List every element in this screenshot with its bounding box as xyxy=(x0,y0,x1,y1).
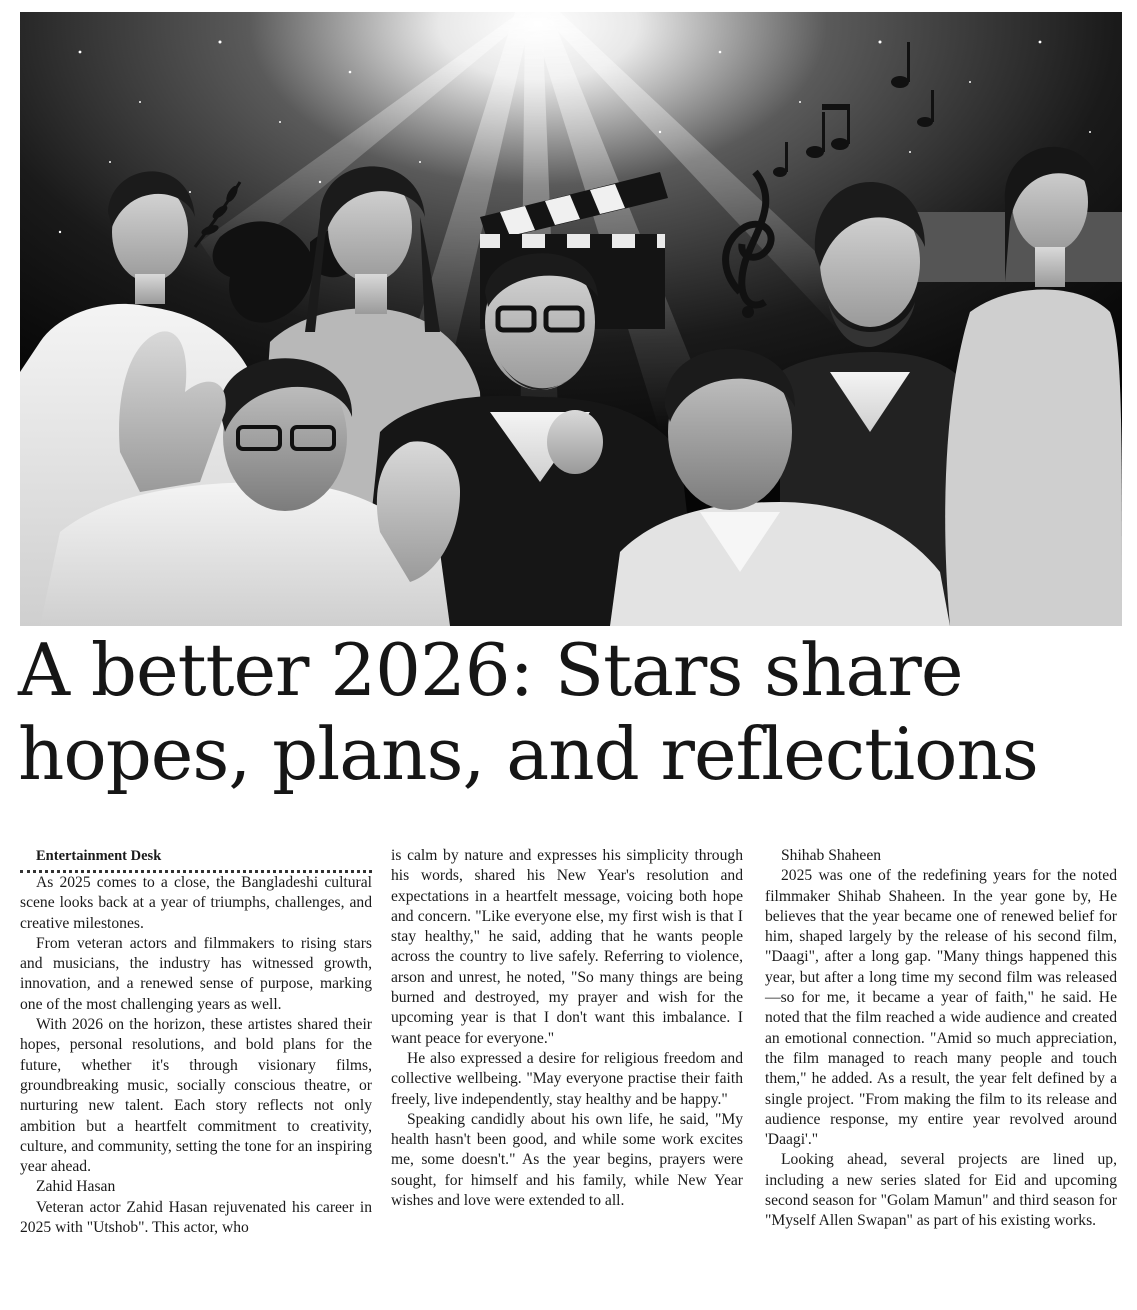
article-column-1 xyxy=(20,846,372,1238)
headline-line-1: A better 2026: Stars share xyxy=(18,628,963,712)
paragraph: As 2025 comes to a close, the Bangladeshi cultural scene looks back at a year of triumphs, challenges, and creative milestones. xyxy=(20,874,372,932)
byline: Entertainment Desk xyxy=(20,846,372,873)
paragraph: Looking ahead, several projects are lined up, including a new series slated for Eid and upcoming second season for "Golam Mamun" and third season for "Myself Allen Swapan" as part of his existing works. xyxy=(765,1151,1117,1230)
paragraph: Speaking candidly about his own life, he said, "My health hasn't been good, and while some work excites me, some doesn't." As the year begins, prayers were sought, for himself and his family, while New Year wishes and love were extended to all. xyxy=(391,1110,743,1210)
collage-svg xyxy=(20,12,1122,626)
paragraph: 2025 was one of the redefining years for the noted filmmaker Shihab Shaheen. In the year gone by, He believes that the year became one of renewed belief for him, shaped largely by the release of his second film, "Daagi", after a long gap. "Many things happened this year, but after a long time my second film was released—so for me, it became a year of faith," he said. He noted that the film reached a wide audience and created an emotional connection. "Amid so much appreciation, the film managed to reach many people and touch them," he added. As a result, the year felt defined by a single project. "From making the film to its release and audience response, my entire year revolved around 'Daagi'." xyxy=(765,867,1117,1149)
subhead-shihab-shaheen: Shihab Shaheen xyxy=(781,847,882,864)
article-column-3 xyxy=(765,846,1117,1232)
headline-line-2: hopes, plans, and reflections xyxy=(18,712,1038,796)
paragraph: With 2026 on the horizon, these artistes shared their hopes, personal resolutions, and bold plans for the future, whether it's through visionary films, groundbreaking music, socially conscious theatre, or nurturing new talent. Each story reflects not only ambition but a heartfelt commitment to creativity, culture, and community, setting the tone for an inspiring year ahead. xyxy=(20,1016,372,1176)
paragraph: He also expressed a desire for religious freedom and collective wellbeing. "May everyone practise their faith freely, live independently, stay healthy and be happy." xyxy=(391,1049,743,1108)
paragraph: is calm by nature and expresses his simplicity through his words, shared his New Year's resolution and expectations in a heartfelt message, voicing both hope and concern. "Like everyone else, my first wish is that I stay healthy," he said, adding that he wants people across the country to live safely. Referring to violence, arson and unrest, he noted, "So many things are being burned and destroyed, my prayer and wish for the upcoming year is that I don't want this imbalance. I want peace for everyone." xyxy=(391,847,743,1047)
headline xyxy=(18,628,1128,796)
subhead-zahid-hasan: Zahid Hasan xyxy=(36,1178,116,1196)
wood-plank xyxy=(900,212,1122,282)
paragraph: From veteran actors and filmmakers to rising stars and musicians, the industry has witnessed growth, innovation, and a renewed sense of purpose, marking one of the most challenging years as well. xyxy=(20,934,372,1013)
hero-photo-collage xyxy=(20,12,1122,626)
article-column-2 xyxy=(391,846,743,1211)
paragraph: Veteran actor Zahid Hasan rejuvenated his career in 2025 with "Utshob". This actor, who xyxy=(20,1198,372,1237)
